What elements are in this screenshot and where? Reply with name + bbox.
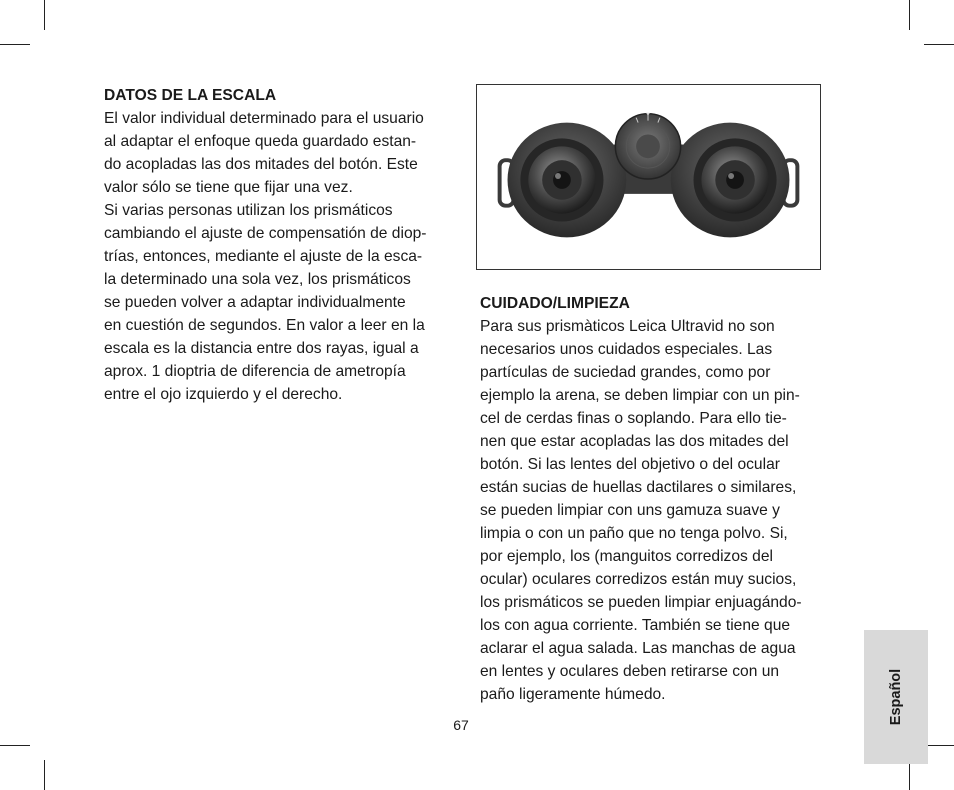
text-line: cel de cerdas finas o soplando. Para ello tie- [480,410,787,427]
page-number: 67 [453,717,469,733]
crop-mark [924,745,954,746]
text-line: entre el ojo izquierdo y el derecho. [104,386,343,403]
scale-data-section [104,84,449,406]
text-line: aprox. 1 dioptria de diferencia de ametropía [104,363,406,380]
text-line: al adaptar el enfoque queda guardado estan- [104,133,417,150]
care-cleaning-section [480,292,825,706]
text-line: trías, entonces, mediante el ajuste de la esca- [104,248,423,265]
text-line: escala es la distancia entre dos rayas, igual a [104,340,419,357]
crop-mark [909,760,910,790]
text-line: ejemplo la arena, se deben limpiar con un pin- [480,387,800,404]
text-line: en lentes y oculares deben retirarse con un [480,663,780,680]
text-line: botón. Si las lentes del objetivo o del ocular [480,456,780,473]
text-line: se pueden limpiar con uns gamuza suave y [480,502,780,519]
crop-mark [44,0,45,30]
text-line: se pueden volver a adaptar individualmente [104,294,406,311]
text-line: ocular) oculares corredizos están muy sucios, [480,571,797,588]
crop-mark [0,745,30,746]
language-tab [864,630,928,764]
text-line: nen que estar acopladas las dos mitades del [480,433,789,450]
text-line: necesarios unos cuidados especiales. Las [480,341,773,358]
text-line: cambiando el ajuste de compensatión de diop- [104,225,427,242]
text-line: en cuestión de segundos. En valor a leer en la [104,317,425,334]
text-line: los con agua corriente. También se tiene que [480,617,791,634]
text-line: los prismáticos se pueden limpiar enjuagándo- [480,594,802,611]
text-line: Para sus prismàticos Leica Ultravid no son [480,318,775,335]
language-label: Español [888,668,904,726]
crop-mark [909,0,910,30]
crop-mark [44,760,45,790]
crop-mark [924,44,954,45]
text-line: partículas de suciedad grandes, como por [480,364,771,381]
text-line: valor sólo se tiene que fijar una vez. [104,179,353,196]
crop-mark [0,44,30,45]
text-line: do acopladas las dos mitades del botón. Este [104,156,418,173]
section-heading: DATOS DE LA ESCALA [104,87,277,104]
text-line: paño ligeramente húmedo. [480,686,666,703]
text-line: El valor individual determinado para el usuario [104,110,424,127]
text-line: Si varias personas utilizan los prismáticos [104,202,393,219]
text-line: limpia o con un paño que no tenga polvo. Si, [480,525,788,542]
text-line: la determinado una sola vez, los prismáticos [104,271,411,288]
binoculars-illustration [477,85,820,269]
text-line: están sucias de huellas dactilares o similares, [480,479,797,496]
text-line: por ejemplo, los (manguitos corredizos del [480,548,773,565]
binoculars-figure [476,84,821,270]
text-line: aclarar el agua salada. Las manchas de agua [480,640,796,657]
section-heading: CUIDADO/LIMPIEZA [480,295,630,312]
